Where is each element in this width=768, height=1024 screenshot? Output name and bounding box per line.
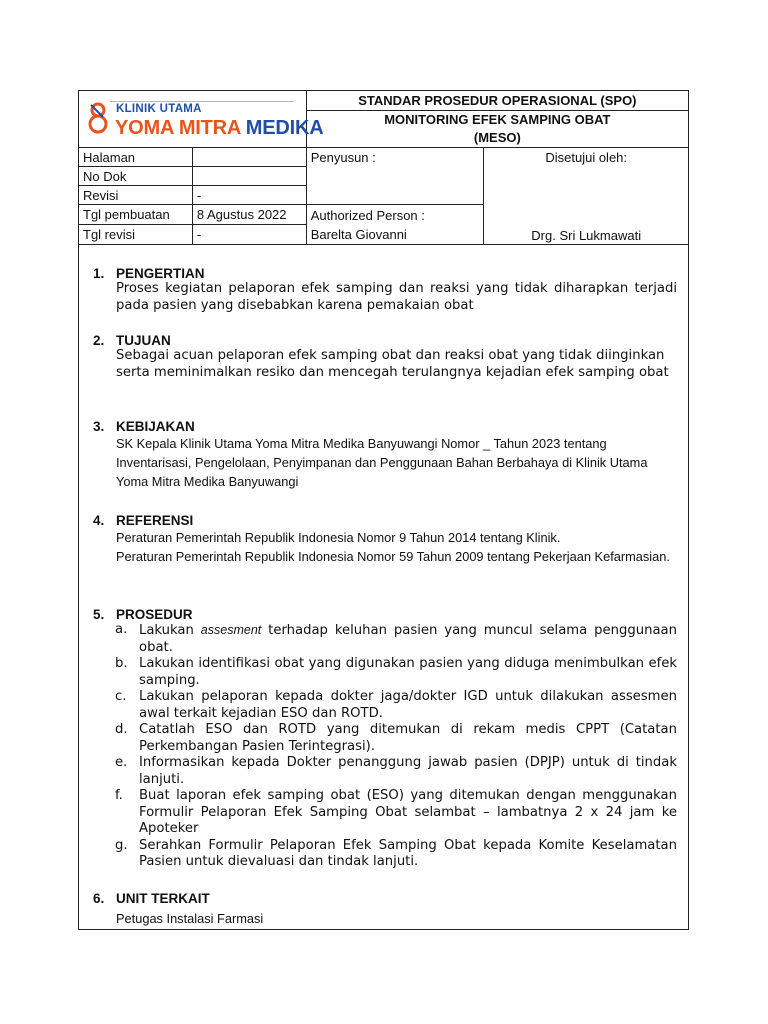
label-revisi: Revisi: [79, 186, 193, 205]
label-tgl-revisi: Tgl revisi: [79, 225, 193, 245]
header-table: [78, 90, 689, 245]
reference-2: Peraturan Pemerintah Republik Indonesia Nomor 59 Tahun 2009 tentang Pekerjaan Kefarmasian.: [116, 549, 670, 564]
section-text: Proses kegiatan pelaporan efek samping dan reaksi yang tidak diharapkan terjadi pada pasien yang disebabkan karena pemakaian obat: [116, 281, 677, 313]
section-heading: 2. TUJUAN: [93, 333, 171, 348]
reference-1: Peraturan Pemerintah Republik Indonesia Nomor 9 Tahun 2014 tentang Klinik.: [116, 530, 561, 545]
doc-title-2: MONITORING EFEK SAMPING OBAT: [384, 112, 611, 127]
author-name: Barelta Giovanni: [310, 227, 407, 242]
value-revisi: -: [192, 186, 306, 205]
authorized-label: Authorized Person :: [310, 208, 425, 223]
section-text: Petugas Instalasi Farmasi: [116, 911, 264, 926]
label-halaman: Halaman: [79, 148, 193, 167]
clinic-logo: [79, 91, 324, 147]
logo-name: YOMA MITRA MEDIKA: [115, 117, 324, 139]
doc-title-1: STANDAR PROSEDUR OPERASIONAL (SPO): [307, 91, 688, 111]
procedure-step: g. Serahkan Formulir Pelaporan Efek Samping Obat kepada Komite Keselamatan Pasien untuk dievaluasi dan tindak lanjuti.: [115, 837, 677, 869]
section-tujuan: [93, 333, 677, 381]
approved-by-label: Disetujui oleh:: [545, 150, 628, 165]
value-tgl-revisi: -: [192, 225, 306, 245]
section-heading: 4. REFERENSI: [93, 513, 194, 528]
penyusun-cell: [306, 148, 484, 205]
section-text: Sebagai acuan pelaporan efek samping obat dan reaksi obat yang tidak diinginkan serta meminimalkan resiko dan mencegah terulangnya kejadian efek samping obat: [116, 348, 669, 380]
procedure-step: f. Buat laporan efek samping obat (ESO) yang ditemukan dengan menggunakan Formulir Pelaporan Efek Samping Obat selambat – lambatnya 2 x 24 jam ke Apoteker: [115, 788, 677, 836]
value-halaman: [192, 148, 306, 167]
logo-mark-icon: [87, 101, 109, 135]
section-heading: 1. PENGERTIAN: [93, 266, 205, 281]
section-pengertian: [93, 266, 677, 314]
logo-divider: [110, 101, 294, 102]
procedure-step: e. Informasikan kepada Dokter penanggung jawab pasien (DPJP) untuk di tindak lanjuti.: [115, 755, 677, 787]
value-no-dok: [192, 167, 306, 186]
section-heading: 3. KEBIJAKAN: [93, 419, 195, 434]
logo-cell: [79, 91, 324, 148]
spo-document: [78, 90, 689, 930]
approver-name: Drg. Sri Lukmawati: [531, 228, 642, 243]
logo-subtitle: KLINIK UTAMA: [116, 103, 202, 115]
approval-cell: [484, 148, 689, 245]
label-tgl-pembuatan: Tgl pembuatan: [79, 205, 193, 225]
section-kebijakan: [93, 419, 677, 491]
authorized-cell: [306, 205, 484, 245]
section-text: SK Kepala Klinik Utama Yoma Mitra Medika Banyuwangi Nomor _ Tahun 2023 tentang Inventarisasi, Pengelolaan, Penyimpanan dan Penggunaan Bahan Berbahaya di Klinik Utama Yoma Mitra Medika Banyuwangi: [116, 436, 648, 489]
procedure-step: c. Lakukan pelaporan kepada dokter jaga/dokter IGD untuk dilakukan assesmen awal terkait kejadian ESO dan ROTD.: [115, 689, 677, 721]
penyusun-label: Penyusun :: [310, 150, 376, 165]
procedure-step: d. Catatlah ESO dan ROTD yang ditemukan di rekam medis CPPT (Catatan Perkembangan Pasien Terintegrasi).: [115, 722, 677, 754]
section-heading: 5. PROSEDUR: [93, 607, 193, 622]
procedure-step: b. Lakukan identifikasi obat yang digunakan pasien yang diduga menimbulkan efek samping.: [115, 656, 677, 688]
section-referensi: [93, 513, 677, 566]
section-unit-terkait: [93, 891, 677, 928]
label-no-dok: No Dok: [79, 167, 193, 186]
procedure-list: [93, 622, 677, 871]
value-tgl-pembuatan: 8 Agustus 2022: [192, 205, 306, 225]
doc-title-3: (MESO): [473, 130, 521, 145]
section-prosedur: [93, 607, 677, 871]
title-cell: [306, 91, 688, 148]
procedure-step: a. Lakukan assesment terhadap keluhan pasien yang muncul selama penggunaan obat.: [115, 622, 677, 655]
section-heading: 6. UNIT TERKAIT: [93, 891, 210, 906]
